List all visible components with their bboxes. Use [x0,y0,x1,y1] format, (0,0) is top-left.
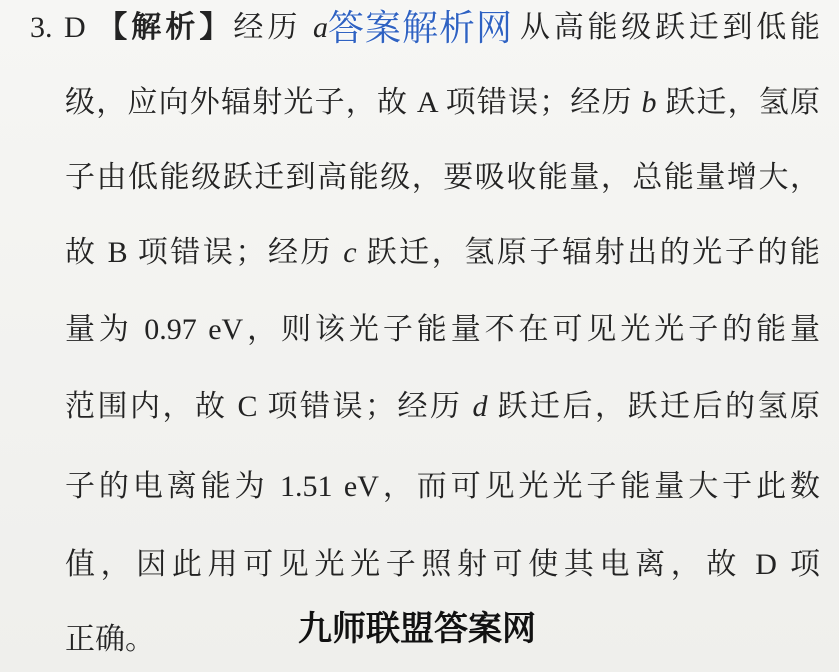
text-segment: 从高能级跃迁到低能 [520,11,820,44]
watermark-top: 答案解析网 [328,8,514,49]
text-segment: 子的电离能为 1.51 eV，而可见光光子能量大于此数 [65,470,820,503]
variable-a: a [313,11,329,44]
text-segment: 跃迁后，跃迁后的氢原 [487,390,821,423]
text-line-3 [65,156,820,200]
text-segment: 正确。 [65,623,155,656]
text-segment: 故 B 项错误；经历 [65,236,344,269]
variable-c: c [343,236,357,269]
text-line-1-left [30,6,328,50]
text-segment: 量为 0.97 eV，则该光子能量不在可见光光子的能量 [65,313,820,346]
text-line-7 [65,465,820,509]
variable-b: b [641,86,657,119]
text-line-1-right [520,6,820,50]
text-segment: 跃迁，氢原 [656,86,820,119]
answer-letter: D [64,11,86,44]
text-line-5 [65,308,820,352]
text-segment: 子由低能级跃迁到高能级，要吸收能量，总能量增大， [65,161,820,194]
text-line-4 [65,231,820,275]
text-segment: 值，因此用可见光光子照射可使其电离，故 D 项 [65,548,820,581]
text-line-8 [65,543,820,587]
text-line-6 [65,385,820,429]
text-line-9 [65,618,265,662]
text-line-2 [65,81,820,125]
watermark-bottom: 九师联盟答案网 [298,609,536,649]
analysis-label: 【解析】 [97,11,234,44]
question-number: 3. [30,11,53,44]
text-segment: 经历 [233,11,314,44]
text-segment: 跃迁，氢原子辐射出的光子的能 [356,236,820,269]
text-segment: 范围内，故 C 项错误；经历 [65,390,473,423]
text-segment: 级，应向外辐射光子，故 A 项错误；经历 [65,86,642,119]
variable-d: d [472,390,488,423]
